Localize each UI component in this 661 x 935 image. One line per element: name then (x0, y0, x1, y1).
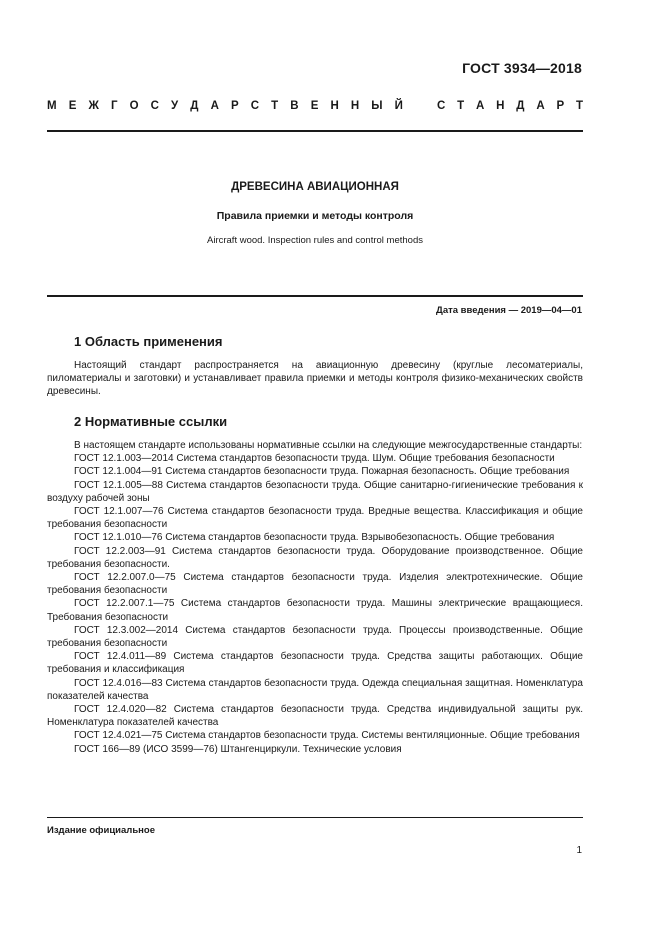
banner-letter: С (150, 100, 159, 112)
banner-letter: Н (496, 100, 505, 112)
reference-item: ГОСТ 12.1.007—76 Система стандартов безопасности труда. Вредные вещества. Классификация и общие требования безопасности (47, 506, 583, 531)
banner-letter: Ы (371, 100, 383, 112)
edition-note: Издание официальное (47, 825, 155, 836)
banner-letter: А (476, 100, 485, 112)
section-2-heading: 2 Нормативные ссылки (74, 414, 228, 429)
banner-letter: Е (310, 100, 319, 112)
section-1-paragraph: Настоящий стандарт распространяется на авиационную древесину (круглые лесоматериалы, пиломатериалы и заготовки) и устанавливает правила приемки и методы контроля физико-механических свойств древесины. (47, 360, 583, 397)
reference-item: ГОСТ 12.4.016—83 Система стандартов безопасности труда. Одежда специальная защитная. Номенклатура показателей качества (47, 677, 583, 702)
page-number: 1 (576, 845, 582, 856)
reference-item: ГОСТ 166—89 (ИСО 3599—76) Штангенциркули. Технические условия (74, 743, 402, 755)
reference-item: ГОСТ 12.2.007.1—75 Система стандартов безопасности труда. Машины электрические вращающиеся. Требования безопасности (47, 598, 583, 623)
references-intro: В настоящем стандарте использованы нормативные ссылки на следующие межгосударственные стандарты: (74, 440, 583, 451)
standard-banner (47, 100, 583, 112)
banner-letter: О (129, 100, 139, 112)
banner-letter: Т (271, 100, 279, 112)
reference-item: ГОСТ 12.2.007.0—75 Система стандартов безопасности труда. Изделия электротехнические. Общие требования безопасности (47, 572, 583, 597)
banner-letter: А (210, 100, 219, 112)
document-title: ДРЕВЕСИНА АВИАЦИОННАЯ (231, 181, 399, 193)
document-subtitle: Правила приемки и методы контроля (216, 210, 414, 222)
reference-item: ГОСТ 12.1.010—76 Система стандартов безопасности труда. Взрывобезопасность. Общие требования (74, 532, 555, 544)
banner-letter: С (437, 100, 446, 112)
banner-letter: С (250, 100, 260, 112)
banner-letter: Ж (88, 100, 99, 112)
banner-letter: Д (516, 100, 525, 112)
banner-letter: Н (350, 100, 360, 112)
banner-letter: Р (230, 100, 239, 112)
english-title: Aircraft wood. Inspection rules and control methods (207, 235, 423, 246)
title-rule (47, 295, 583, 297)
reference-item: ГОСТ 12.1.004—91 Система стандартов безопасности труда. Пожарная безопасность. Общие требования (74, 466, 570, 478)
banner-letter: Т (457, 100, 465, 112)
banner-letter: А (536, 100, 545, 112)
banner-letter: Т (575, 100, 583, 112)
banner-letter: Е (68, 100, 77, 112)
footer-rule (47, 817, 583, 818)
reference-item: ГОСТ 12.3.002—2014 Система стандартов безопасности труда. Процессы производственные. Общие требования безопасности (47, 624, 583, 650)
top-rule (47, 130, 583, 132)
section-1-heading: 1 Область применения (74, 334, 223, 349)
reference-item: ГОСТ 12.4.020—82 Система стандартов безопасности труда. Средства индивидуальной защиты рук. Номенклатура показателей качества (47, 704, 583, 729)
reference-item: ГОСТ 12.2.003—91 Система стандартов безопасности труда. Оборудование производственное. Общие требования безопасности. (47, 545, 583, 570)
reference-item: ГОСТ 12.4.021—75 Система стандартов безопасности труда. Системы вентиляционные. Общие требования (74, 730, 580, 742)
normative-references-list (47, 439, 583, 756)
reference-item: ГОСТ 12.4.011—89 Система стандартов безопасности труда. Средства защиты работающих. Общие требования и классификация (47, 651, 583, 676)
banner-word-interstate (47, 100, 403, 112)
reference-item: ГОСТ 12.1.003—2014 Система стандартов безопасности труда. Шум. Общие требования безопасности (74, 453, 555, 465)
banner-word-standard (437, 100, 583, 112)
introduction-date: Дата введения — 2019—04—01 (436, 305, 582, 316)
banner-letter: Н (330, 100, 339, 112)
reference-item: ГОСТ 12.1.005—88 Система стандартов безопасности труда. Общие санитарно-гигиенические требования к воздуху рабочей зоны (47, 479, 583, 504)
banner-letter: Д (190, 100, 199, 112)
banner-letter: Р (556, 100, 565, 112)
banner-letter: Й (394, 100, 403, 112)
banner-letter: М (47, 100, 57, 112)
gost-number: ГОСТ 3934—2018 (462, 60, 582, 76)
section-1-text (47, 359, 583, 398)
banner-letter: Г (110, 100, 118, 112)
banner-letter: У (171, 100, 179, 112)
banner-letter: В (290, 100, 299, 112)
